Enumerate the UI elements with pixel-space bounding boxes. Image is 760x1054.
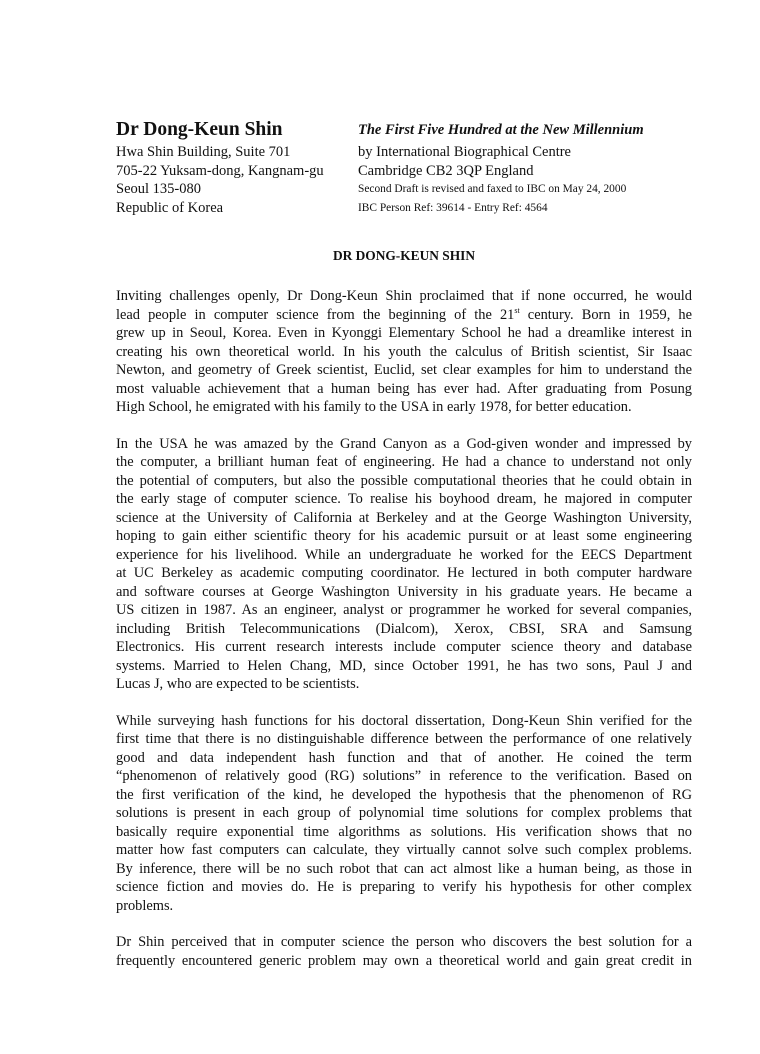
text-line: systems. Married to Helen Chang, MD, since October 1991, he has two sons, Paul J and bbox=[116, 657, 692, 674]
superscript: st bbox=[514, 305, 520, 315]
text-line: good and data independent hash function and that of another. He coined the term bbox=[116, 749, 692, 766]
text-line: most valuable achievement that a human being has ever had. After graduating from Posung bbox=[116, 380, 692, 397]
address-line: Republic of Korea bbox=[116, 199, 224, 216]
publication-title: The First Five Hundred at the New Millennium bbox=[358, 122, 644, 138]
author-name: Dr Dong-Keun Shin bbox=[116, 119, 283, 140]
text-line: “phenomenon of relatively good (RG) solutions” in reference to the verification. Based on bbox=[116, 768, 692, 784]
text-line: US citizen in 1987. As an engineer, analyst or programmer he worked for several companies, bbox=[116, 602, 692, 618]
text-line: Inviting challenges openly, Dr Dong-Keun Shin proclaimed that if none occurred, he would bbox=[116, 288, 692, 304]
address-line: Seoul 135-080 bbox=[116, 181, 201, 197]
text-line: the first verification of the kind, he developed the hypothesis that the phenomenon of RG bbox=[116, 786, 692, 803]
text-line: including British Telecommunications (Dialcom), Xerox, CBSI, SRA and Samsung bbox=[116, 620, 692, 637]
address-line: Hwa Shin Building, Suite 701 bbox=[116, 144, 291, 160]
text-line: matter how fast computers can calculate, they virtually cannot solve such complex problems. bbox=[116, 842, 692, 858]
text-line: High School, he emigrated with his family to the USA in early 1978, for better education. bbox=[116, 399, 632, 415]
publication-block bbox=[358, 118, 708, 217]
text-line: hoping to gain either scientific theory for his academic pursuit or at least some engineering bbox=[116, 528, 692, 544]
address-line: 705-22 Yuksam-dong, Kangnam-gu bbox=[116, 162, 324, 179]
text-line: the potential of computers, but also the possible computational theories that he could obtain in bbox=[116, 472, 692, 489]
text-line: Newton, and geometry of Greek scientist, Euclid, set clear examples for him to understand the bbox=[116, 362, 692, 378]
publisher-line: by International Biographical Centre bbox=[358, 144, 571, 160]
text-line: and software courses at George Washington University in his graduate years. He became a bbox=[116, 583, 692, 600]
text-span: century. Born in 1959, he bbox=[519, 306, 692, 323]
text-line: By inference, there will be no such robot that can act almost like a human being, as those in bbox=[116, 860, 692, 877]
text-line: the computer, a brilliant human feat of engineering. He had a chance to understand not only bbox=[116, 454, 692, 470]
text-line: at UC Berkeley as academic computing coordinator. He lectured in both computer hardware bbox=[116, 565, 692, 581]
paragraph bbox=[116, 712, 692, 916]
draft-note: Second Draft is revised and faxed to IBC on May 24, 2000 bbox=[358, 183, 627, 195]
text-line: science at the University of California at Berkeley and at the George Washington University, bbox=[116, 509, 692, 526]
paragraph bbox=[116, 287, 692, 417]
author-address-block bbox=[116, 118, 346, 217]
text-line: grew up in Seoul, Korea. Even in Kyonggi Elementary School he had a dreamlike interest in bbox=[116, 325, 692, 341]
document-heading: DR DONG-KEUN SHIN bbox=[332, 248, 476, 263]
text-line: frequently encountered generic problem may own a theoretical world and gain great credit in bbox=[116, 952, 692, 969]
text-line: Lucas J, who are expected to be scientists. bbox=[116, 676, 360, 692]
text-line: In the USA he was amazed by the Grand Canyon as a God-given wonder and impressed by bbox=[116, 435, 692, 452]
text-span: lead people in computer science from the beginning of the 21 bbox=[116, 306, 515, 323]
paragraph bbox=[116, 435, 692, 694]
text-line: experience for his livelihood. While an undergraduate he worked for the EECS Department bbox=[116, 546, 692, 563]
text-line: solutions is present in each group of polynomial time solutions for complex problems that bbox=[116, 805, 692, 821]
text-line: first time that there is no distinguishable difference between the performance of one relatively bbox=[116, 731, 692, 747]
biography-body bbox=[116, 287, 692, 988]
text-line: basically require exponential time algorithms as solutions. His verification shows that no bbox=[116, 823, 692, 840]
publisher-address: Cambridge CB2 3QP England bbox=[358, 162, 534, 179]
text-line: science fiction and movies do. He is preparing to verify his hypothesis for other complex bbox=[116, 879, 692, 895]
text-line: the early stage of computer science. To realise his boyhood dream, he majored in computer bbox=[116, 491, 692, 507]
text-line: Electronics. His current research interests include computer science theory and database bbox=[116, 639, 692, 655]
text-line: Dr Shin perceived that in computer science the person who discovers the best solution for a bbox=[116, 934, 692, 950]
paragraph bbox=[116, 933, 692, 970]
text-line: creating his own theoretical world. In his youth the calculus of British scientist, Sir Isaac bbox=[116, 343, 692, 360]
text-line: problems. bbox=[116, 897, 174, 914]
text-line: While surveying hash functions for his doctoral dissertation, Dong-Keun Shin verified for the bbox=[116, 712, 692, 729]
text-line bbox=[116, 306, 692, 325]
reference-note: IBC Person Ref: 39614 - Entry Ref: 4564 bbox=[358, 201, 548, 214]
